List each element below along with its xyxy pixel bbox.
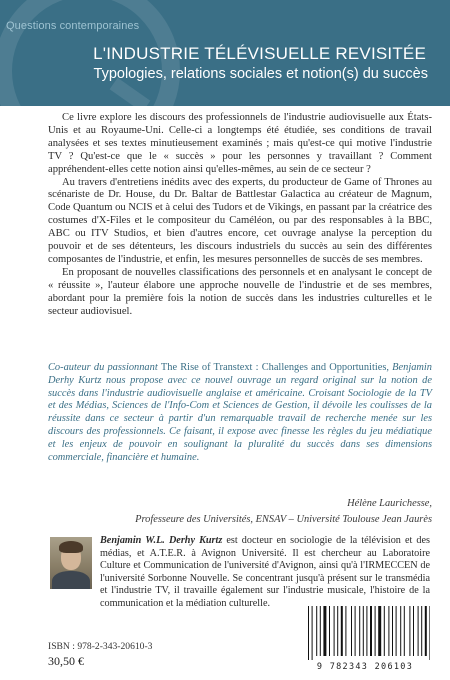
- quote-body: Benjamin Derhy Kurtz nous propose avec ce nouvel ouvrage un regard original sur la notion de succès dans l'industrie audiovisuelle anglaise et américaine. Croisant Sociologie de la TV et des Médias, Sciences de l'Info-Com et Sciences de Gestion, il dévoile les coulisses de la réussite dans ce secteur à partir d'un remarquable travail de recherche menée sur les discours des professionnels. Ce faisant, il expose avec finesse les règles du jeu médiatique et les enjeux de pouvoir en soulignant la pluralité du succès dans ses dimensions commerciale, financière et humaine.: [48, 362, 432, 463]
- quote-signature-role: Professeure des Universités, ENSAV – Université Toulouse Jean Jaurès: [135, 514, 432, 525]
- book-description: [48, 112, 432, 319]
- author-photo: [50, 537, 92, 589]
- author-bio: [100, 535, 430, 611]
- series-name: Questions contemporaines: [6, 20, 140, 32]
- quote-lead: Co-auteur du passionnant: [48, 362, 158, 373]
- book-subtitle: Typologies, relations sociales et notion(s) du succès: [93, 66, 428, 82]
- book-title: L'INDUSTRIE TÉLÉVISUELLE REVISITÉE: [93, 44, 426, 63]
- barcode-bars: [300, 604, 430, 660]
- quote-book-title: The Rise of Transtext : Challenges and Opportunities,: [160, 362, 389, 373]
- barcode: [300, 604, 430, 672]
- author-bio-text: est docteur en sociologie de la télévision et des médias, et A.T.E.R. à Avignon Université. Il est chercheur au Laboratoire Culture et Communication de l'université d'Avignon, ainsi qu'à l'IRMECCEN de l'université Sorbonne Nouvelle. Se concentrant jusqu'à présent sur le transmédia et l'industrie TV, il travaille également sur l'industrie musicale, l'histoire de la communication et la médiation culturelle.: [100, 535, 430, 609]
- description-paragraph-3: En proposant de nouvelles classifications des personnels et en analysant le concept de « réussite », l'auteur élabore une approche nouvelle de l'industrie et de ses membres, abordant pour la première fois la notion de succès dans les industries culturelles et le secteur audiovisuel.: [48, 266, 432, 317]
- description-paragraph-1: Ce livre explore les discours des professionnels de l'industrie audiovisuelle aux États-Unis et au Royaume-Uni. Celle-ci a longtemps été étudiée, ses conditions de travail analysées et ses textes minutieusement examinés ; mais qu'est-ce qui motive l'industrie TV ? Qu'est-ce que le « succès » pour les personnes y travaillant ? Comment appréhendent-elles cette notion ainsi qu'elles-mêmes, au sein de ce secteur ?: [48, 112, 432, 175]
- price: 30,50 €: [48, 654, 84, 668]
- quote-signature-name: Hélène Laurichesse,: [347, 498, 432, 509]
- author-name: Benjamin W.L. Derhy Kurtz: [100, 535, 223, 546]
- header-banner: [0, 0, 450, 106]
- barcode-digits: 9 782343 206103: [316, 662, 414, 672]
- description-paragraph-2: Au travers d'entretiens inédits avec des experts, du producteur de Game of Thrones au scénariste de Dr. House, du Dr. Baltar de Battlestar Galactica au créateur de Magnum, Code Quantum ou NCIS et à celui des Tudors et de Vikings, en passant par la créatrice des costumes d'X-Files et le compositeur du Caméléon, ou par des responsables à la BBC, ABC ou ITV Studios, et bien d'autres encore, cet ouvrage analyse la perception du pouvoir et de ses détenteurs, les discours industriels du succès au sein des différentes composantes de l'industrie, et enfin, les mesures personnelles de succès de ses membres.: [48, 176, 432, 265]
- endorsement-quote: [48, 362, 432, 464]
- isbn: ISBN : 978-2-343-20610-3: [48, 641, 153, 652]
